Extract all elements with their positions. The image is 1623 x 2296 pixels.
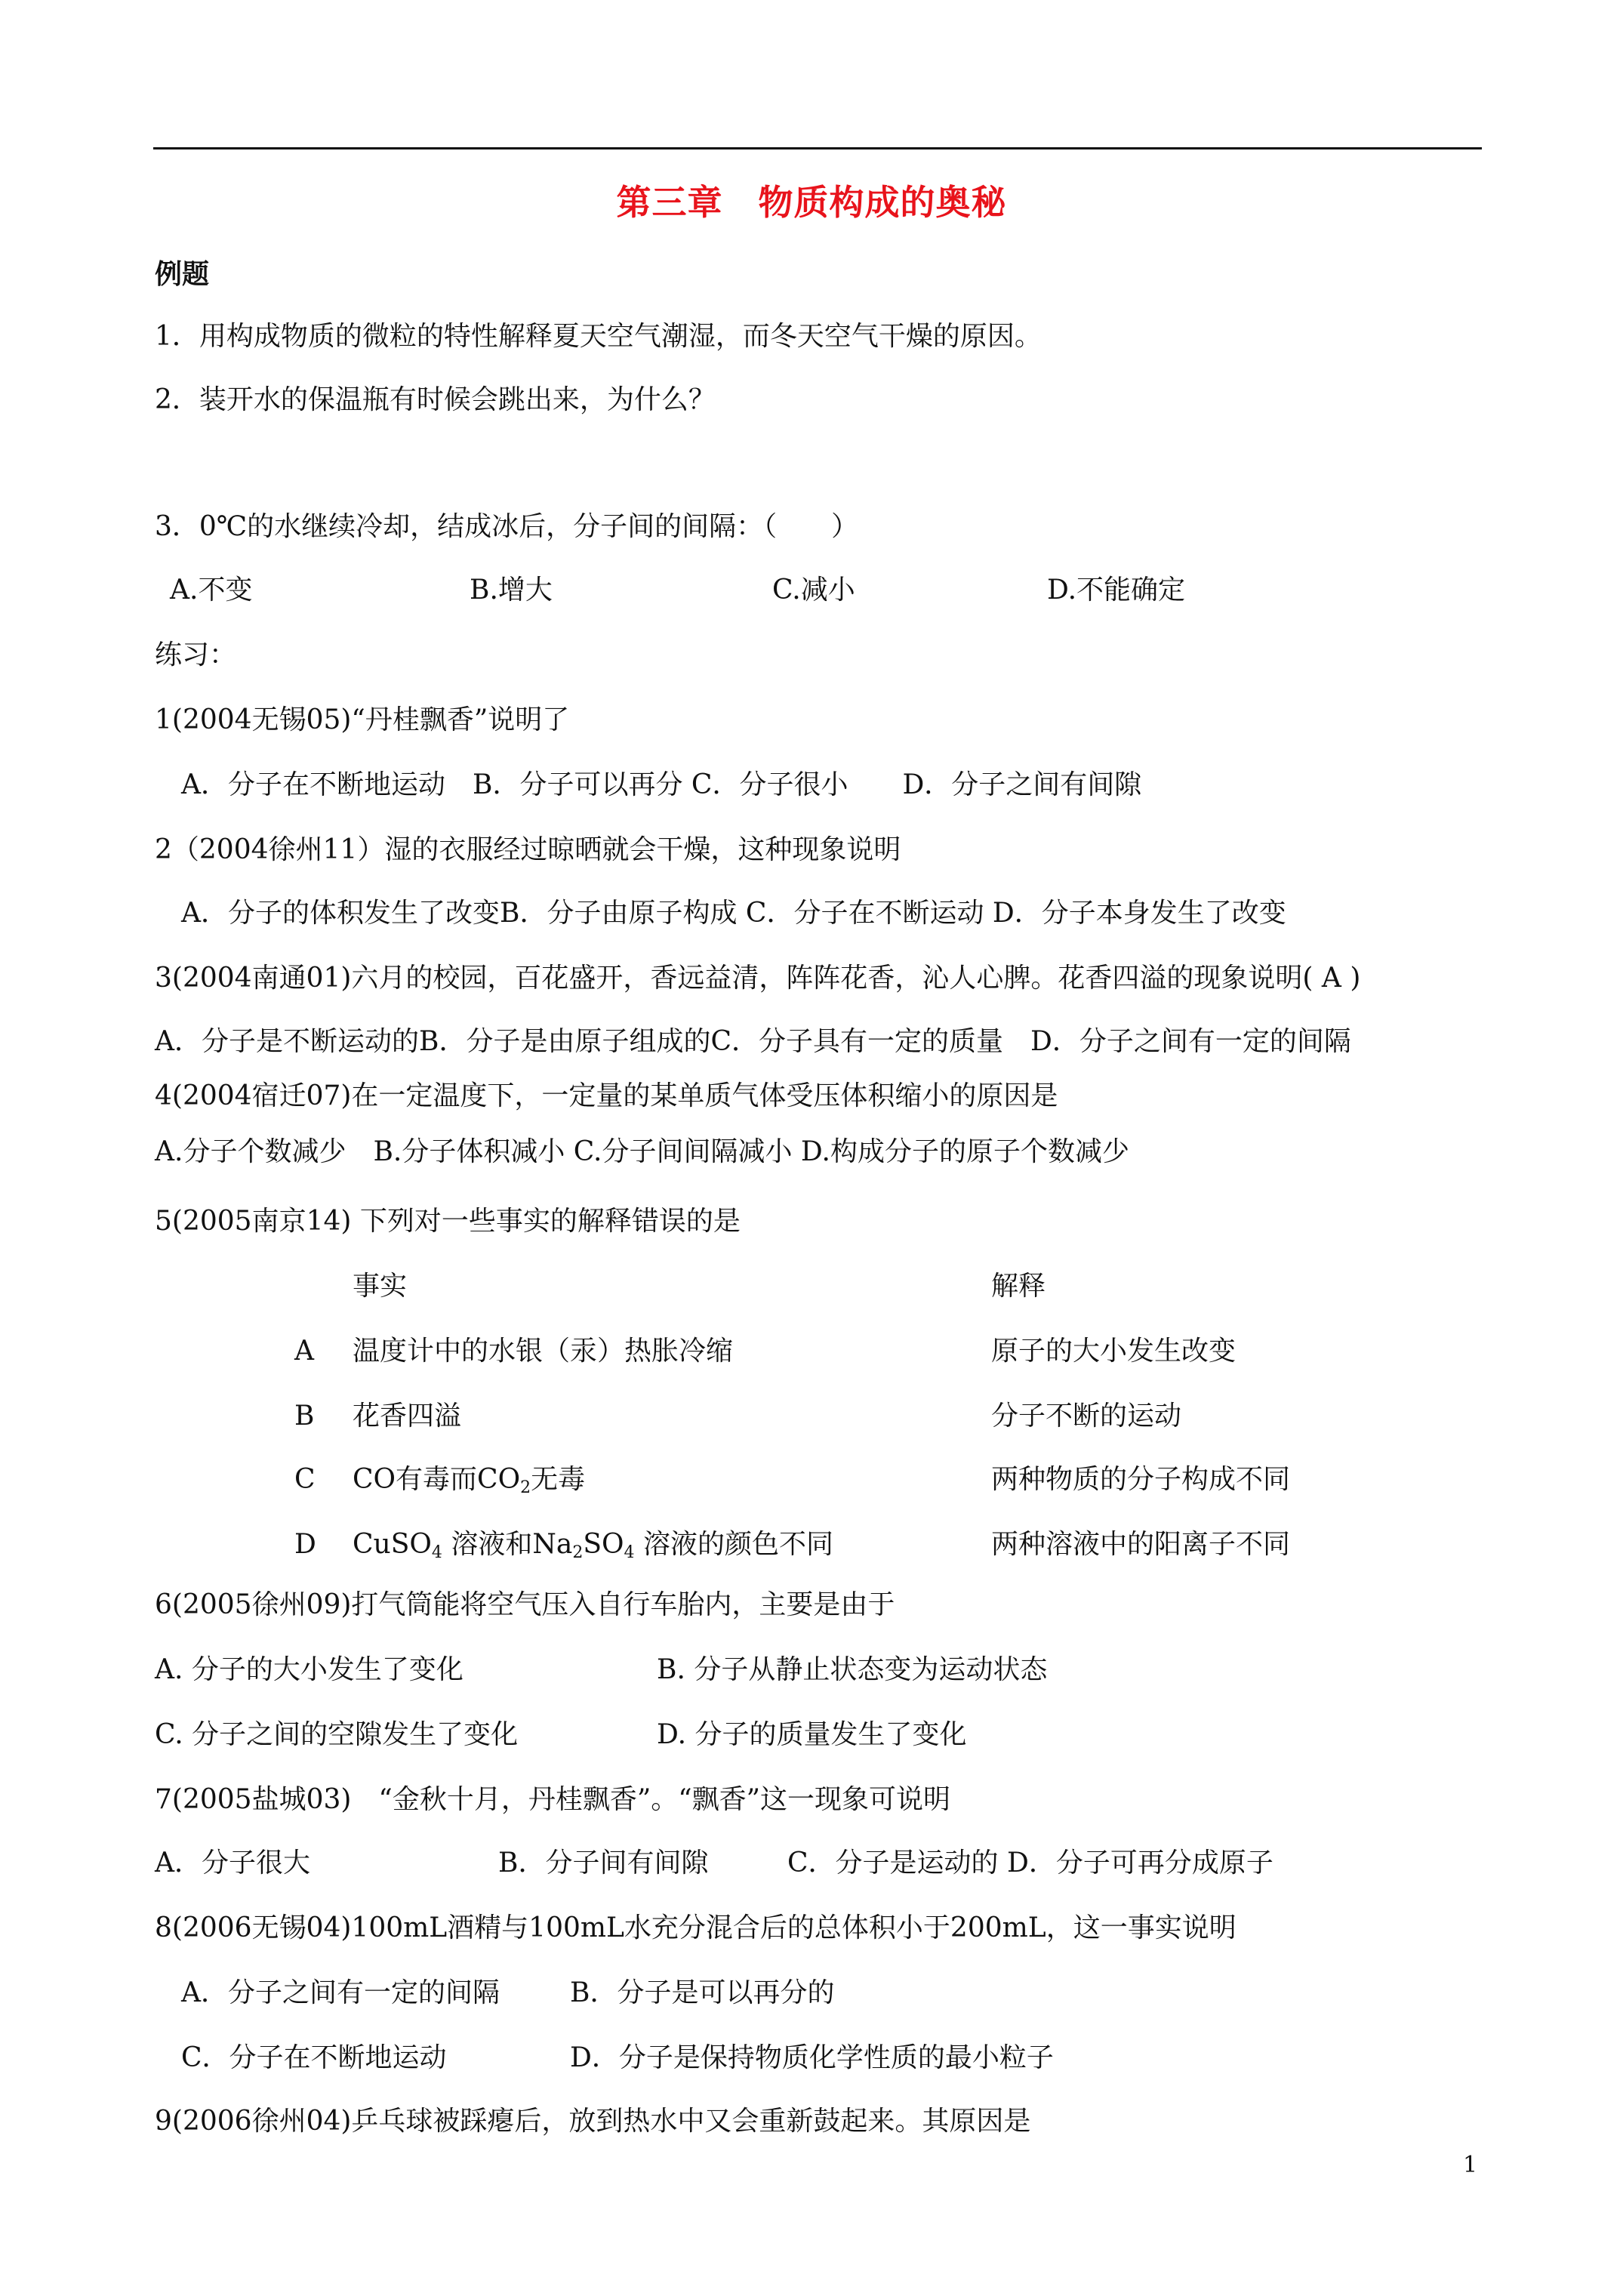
p8-option-c: C．分子在不断地运动 [181, 2042, 447, 2073]
p8-option-b: B．分子是可以再分的 [570, 1977, 835, 2008]
table-row-explanation: 原子的大小发生改变 [991, 1336, 1236, 1367]
p8-option-d: D．分子是保持物质化学性质的最小粒子 [570, 2042, 1054, 2073]
table-row-fact: CuSO$_4$ 溶液和$Na_2SO_4$ 溶液的颜色不同 [353, 1529, 833, 1562]
table-row-letter: A [294, 1336, 314, 1367]
practice-1-options: A．分子在不断地运动 B．分子可以再分 C．分子很小 D．分子之间有间隙 [181, 769, 1142, 800]
table-row-fact: 温度计中的水银（汞）热胀冷缩 [353, 1336, 734, 1367]
practice-label: 练习： [155, 639, 237, 670]
table-row-letter: B [294, 1401, 315, 1432]
practice-question-8: 8(2006无锡04)100mL酒精与100mL水充分混合后的总体积小于200mL，这一事实说明 [155, 1912, 1236, 1943]
table-row-explanation: 两种物质的分子构成不同 [991, 1464, 1291, 1495]
q3-option-c: C.减小 [772, 575, 855, 606]
table-row-explanation: 两种溶液中的阳离子不同 [991, 1529, 1291, 1560]
table-row-letter: C [294, 1464, 316, 1495]
practice-question-6: 6(2005徐州09)打气筒能将空气压入自行车胎内，主要是由于 [155, 1589, 895, 1620]
p6-option-b: B. 分子从静止状态变为运动状态 [657, 1654, 1048, 1685]
example-question-3: 3．0℃的水继续冷却，结成冰后，分子间的间隔：（ ） [155, 511, 859, 542]
p8-option-a: A．分子之间有一定的间隔 [181, 1977, 500, 2008]
examples-label: 例题 [155, 259, 210, 290]
example-question-1: 1．用构成物质的微粒的特性解释夏天空气潮湿，而冬天空气干燥的原因。 [155, 321, 1042, 352]
q3-option-d: D.不能确定 [1047, 575, 1186, 606]
p6-option-d: D. 分子的质量发生了变化 [657, 1719, 967, 1750]
p6-option-c: C. 分子之间的空隙发生了变化 [155, 1719, 519, 1750]
p7-option-a: A．分子很大 [155, 1848, 310, 1878]
practice-question-9: 9(2006徐州04)乒乓球被踩瘪后，放到热水中又会重新鼓起来。其原因是 [155, 2106, 1031, 2137]
practice-question-1: 1(2004无锡05)“丹桂飘香”说明了 [155, 704, 570, 735]
table-row-fact: CO有毒而$CO_2$无毒 [353, 1464, 586, 1497]
practice-question-7: 7(2005盐城03) “金秋十月，丹桂飘香”。“飘香”这一现象可说明 [155, 1784, 951, 1815]
q3-option-a: A.不变 [170, 575, 253, 606]
table-header-fact: 事实 [353, 1271, 408, 1302]
header-rule [153, 147, 1482, 149]
practice-4-options: A.分子个数减少 B.分子体积减小 C.分子间间隔减小 D.构成分子的原子个数减少 [155, 1136, 1129, 1167]
table-row-fact: 花香四溢 [353, 1401, 462, 1432]
table-row-letter: D [294, 1529, 316, 1560]
chapter-title: 第三章 物质构成的奥秘 [616, 182, 1007, 223]
p7-option-cd: C．分子是运动的 D．分子可再分成原子 [787, 1848, 1273, 1878]
practice-3-options: A．分子是不断运动的B．分子是由原子组成的C．分子具有一定的质量 D．分子之间有一定的间隔 [155, 1026, 1351, 1057]
practice-question-5: 5(2005南京14) 下列对一些事实的解释错误的是 [155, 1206, 741, 1237]
practice-2-options: A．分子的体积发生了改变B．分子由原子构成 C．分子在不断运动 D．分子本身发生了改变 [181, 898, 1286, 929]
example-question-2: 2．装开水的保温瓶有时候会跳出来，为什么？ [155, 384, 716, 415]
practice-question-4: 4(2004宿迁07)在一定温度下，一定量的某单质气体受压体积缩小的原因是 [155, 1080, 1058, 1111]
p7-option-b: B．分子间有间隙 [498, 1848, 709, 1878]
practice-question-3: 3(2004南通01)六月的校园，百花盛开，香远益清，阵阵花香，沁人心脾。花香四溢的现象说明( A ) [155, 963, 1361, 994]
table-row-explanation: 分子不断的运动 [991, 1401, 1182, 1432]
table-header-explanation: 解释 [991, 1271, 1046, 1302]
q3-option-b: B.增大 [470, 575, 553, 606]
p6-option-a: A. 分子的大小发生了变化 [155, 1654, 463, 1685]
practice-question-2: 2（2004徐州11）湿的衣服经过晾晒就会干燥，这种现象说明 [155, 834, 901, 865]
page-number: 1 [1463, 2152, 1478, 2178]
